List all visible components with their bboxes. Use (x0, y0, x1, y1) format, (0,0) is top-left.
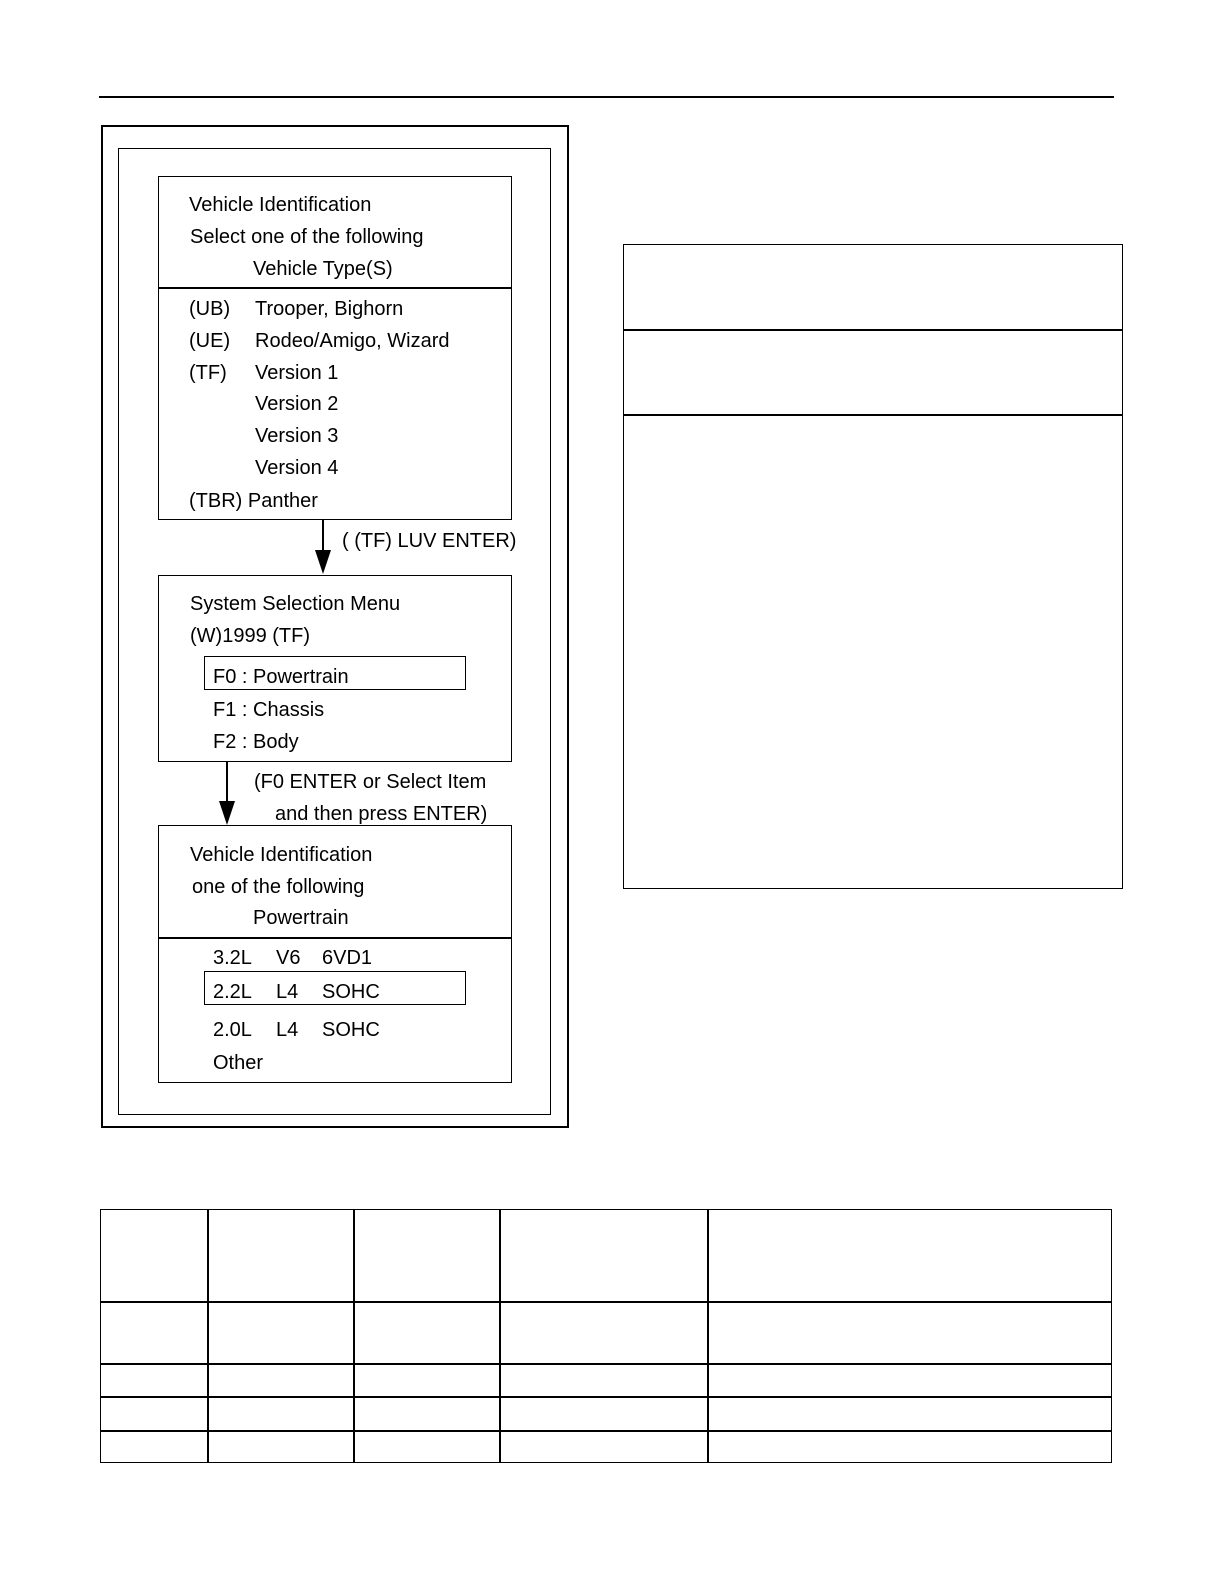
system-selection-screen (158, 575, 512, 762)
option-name: Version 4 (255, 457, 339, 479)
engine-type: SOHC (322, 1019, 380, 1041)
table-row-divider (101, 1396, 1111, 1398)
engine-cylinders: L4 (276, 981, 299, 1003)
powertrain-subtitle: Powertrain (253, 907, 349, 929)
table-column-divider (207, 1210, 209, 1462)
option-name: Trooper, Bighorn (255, 298, 404, 320)
table-row-divider (101, 1430, 1111, 1432)
arrow-1-head (315, 550, 331, 574)
vehicle-id-prompt: Select one of the following (190, 226, 424, 248)
right-box-divider-1 (624, 329, 1122, 331)
engine-displacement: 2.0L (213, 1019, 252, 1041)
right-box-divider-2 (624, 414, 1122, 416)
option-name: Version 2 (255, 393, 339, 415)
option-code: (TBR) Panther (189, 490, 318, 512)
header-rule (99, 96, 1114, 98)
engine-cylinders: L4 (276, 1019, 299, 1041)
option-code: (UE) (189, 330, 231, 352)
system-menu-item: F2 : Body (213, 731, 299, 753)
right-info-box (623, 244, 1123, 889)
arrow-2-head (219, 801, 235, 825)
engine-displacement: 2.2L (213, 981, 252, 1003)
table-row-divider (101, 1363, 1111, 1365)
option-code: (TF) (189, 362, 227, 384)
data-table (100, 1209, 1112, 1463)
vehicle-id-title: Vehicle Identification (189, 194, 372, 216)
system-menu-item: F0 : Powertrain (213, 666, 349, 688)
option-code: (UB) (189, 298, 231, 320)
table-row-divider (101, 1301, 1111, 1303)
option-name: Version 1 (255, 362, 339, 384)
powertrain-divider (159, 937, 511, 939)
option-name: Version 3 (255, 425, 339, 447)
vehicle-id-subtitle: Vehicle Type(S) (253, 258, 393, 280)
powertrain-screen (158, 825, 512, 1083)
system-menu-item: F1 : Chassis (213, 699, 325, 721)
engine-displacement: 3.2L (213, 947, 252, 969)
arrow-2-label-line2: and then press ENTER) (275, 803, 488, 825)
arrow-2-label-line1: (F0 ENTER or Select Item (254, 771, 487, 793)
powertrain-title: Vehicle Identification (190, 844, 373, 866)
option-name: Rodeo/Amigo, Wizard (255, 330, 450, 352)
system-menu-model: (W)1999 (TF) (190, 625, 310, 647)
table-column-divider (707, 1210, 709, 1462)
engine-displacement: Other (213, 1052, 264, 1074)
table-column-divider (499, 1210, 501, 1462)
engine-cylinders: V6 (276, 947, 301, 969)
engine-type: SOHC (322, 981, 380, 1003)
engine-type: 6VD1 (322, 947, 373, 969)
powertrain-prompt: one of the following (192, 876, 365, 898)
arrow-2-shaft (226, 762, 228, 802)
vehicle-id-screen (158, 176, 512, 520)
table-column-divider (353, 1210, 355, 1462)
arrow-1-shaft (322, 520, 324, 550)
arrow-1-label: ( (TF) LUV ENTER) (342, 530, 517, 552)
vehicle-id-divider (159, 287, 511, 289)
system-menu-title: System Selection Menu (190, 593, 401, 615)
